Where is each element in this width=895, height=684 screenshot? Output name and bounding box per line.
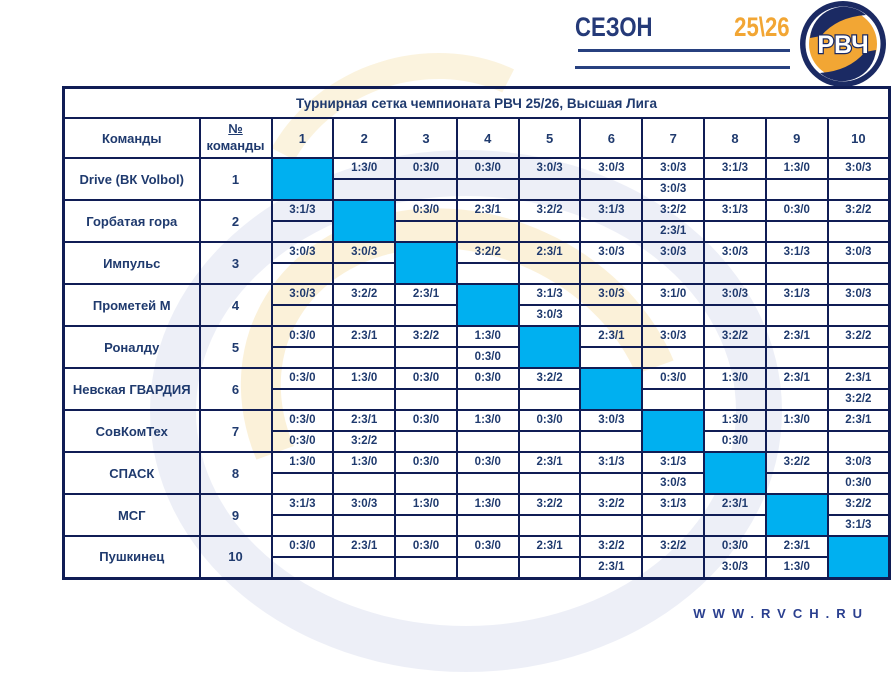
score-cell-top: 3:1/3 bbox=[272, 494, 334, 515]
score-cell-top: 2:3/1 bbox=[828, 368, 890, 389]
team-number-cell: 4 bbox=[200, 284, 272, 326]
score-cell-bottom bbox=[519, 179, 581, 200]
team-number-cell: 6 bbox=[200, 368, 272, 410]
score-cell-bottom bbox=[272, 557, 334, 578]
score-cell-top: 3:0/3 bbox=[519, 158, 581, 179]
score-cell-bottom bbox=[766, 431, 828, 452]
score-cell-top: 3:2/2 bbox=[457, 242, 519, 263]
score-cell-top: 3:0/3 bbox=[704, 284, 766, 305]
score-cell-top: 3:1/3 bbox=[766, 284, 828, 305]
title-row bbox=[64, 88, 890, 119]
team-number-cell: 8 bbox=[200, 452, 272, 494]
score-cell-top: 3:2/2 bbox=[642, 200, 704, 221]
score-cell-top: 3:0/3 bbox=[642, 242, 704, 263]
score-cell-top: 3:0/3 bbox=[704, 242, 766, 263]
score-cell-bottom bbox=[519, 263, 581, 284]
score-cell-top: 2:3/1 bbox=[333, 410, 395, 431]
score-cell-bottom bbox=[272, 389, 334, 410]
score-cell-top: 3:0/3 bbox=[642, 326, 704, 347]
score-cell-bottom bbox=[333, 515, 395, 536]
team-name-cell: СовКомТех bbox=[64, 410, 200, 452]
score-cell-top: 0:3/0 bbox=[642, 368, 704, 389]
score-cell-top: 0:3/0 bbox=[395, 452, 457, 473]
score-cell-bottom bbox=[333, 557, 395, 578]
score-cell-bottom bbox=[704, 305, 766, 326]
score-cell-bottom: 3:0/3 bbox=[642, 473, 704, 494]
score-cell-bottom bbox=[395, 179, 457, 200]
score-cell-top: 2:3/1 bbox=[519, 536, 581, 557]
score-cell-top: 2:3/1 bbox=[395, 284, 457, 305]
opponent-number-header: 8 bbox=[704, 118, 766, 158]
diagonal-cell bbox=[333, 200, 395, 242]
score-cell-bottom bbox=[395, 515, 457, 536]
score-cell-bottom bbox=[704, 515, 766, 536]
score-cell-bottom bbox=[272, 263, 334, 284]
score-cell-top: 0:3/0 bbox=[457, 536, 519, 557]
score-cell-top: 3:0/3 bbox=[580, 410, 642, 431]
score-cell-top: 3:0/3 bbox=[272, 242, 334, 263]
score-cell-top: 3:2/2 bbox=[828, 494, 890, 515]
score-cell-top: 2:3/1 bbox=[828, 410, 890, 431]
score-cell-bottom bbox=[766, 347, 828, 368]
score-cell-top: 1:3/0 bbox=[333, 158, 395, 179]
team-name-cell: МСГ bbox=[64, 494, 200, 536]
score-cell-bottom bbox=[766, 263, 828, 284]
team-name-cell: Роналду bbox=[64, 326, 200, 368]
score-cell-top: 3:0/3 bbox=[828, 284, 890, 305]
team-row-top bbox=[64, 452, 890, 473]
score-cell-bottom bbox=[766, 305, 828, 326]
score-cell-bottom: 0:3/0 bbox=[828, 473, 890, 494]
score-cell-top: 1:3/0 bbox=[704, 368, 766, 389]
score-cell-bottom bbox=[766, 473, 828, 494]
score-cell-bottom: 3:1/3 bbox=[828, 515, 890, 536]
number-column-header bbox=[200, 118, 272, 158]
score-cell-top: 2:3/1 bbox=[580, 326, 642, 347]
score-cell-top: 1:3/0 bbox=[766, 410, 828, 431]
score-cell-bottom bbox=[580, 431, 642, 452]
team-name-cell: Импульс bbox=[64, 242, 200, 284]
score-cell-bottom bbox=[272, 515, 334, 536]
score-cell-top: 3:1/3 bbox=[519, 284, 581, 305]
season-value: 25\26 bbox=[734, 12, 790, 42]
score-cell-bottom: 3:0/3 bbox=[642, 179, 704, 200]
score-cell-bottom bbox=[333, 473, 395, 494]
score-cell-bottom bbox=[395, 221, 457, 242]
score-cell-bottom bbox=[766, 179, 828, 200]
score-cell-bottom bbox=[395, 305, 457, 326]
score-cell-bottom bbox=[457, 557, 519, 578]
score-cell-top: 3:1/3 bbox=[642, 452, 704, 473]
score-cell-bottom bbox=[580, 221, 642, 242]
score-cell-top: 2:3/1 bbox=[766, 326, 828, 347]
team-name-cell: Пушкинец bbox=[64, 536, 200, 578]
score-cell-top: 2:3/1 bbox=[519, 452, 581, 473]
team-number-cell: 7 bbox=[200, 410, 272, 452]
score-cell-bottom bbox=[457, 389, 519, 410]
score-cell-top: 0:3/0 bbox=[272, 368, 334, 389]
score-cell-top: 3:1/0 bbox=[642, 284, 704, 305]
score-cell-bottom bbox=[828, 221, 890, 242]
score-cell-top: 3:2/2 bbox=[519, 200, 581, 221]
score-cell-top: 2:3/1 bbox=[457, 200, 519, 221]
score-cell-bottom: 2:3/1 bbox=[580, 557, 642, 578]
header-row bbox=[64, 118, 890, 158]
score-cell-bottom bbox=[519, 221, 581, 242]
diagonal-cell bbox=[457, 284, 519, 326]
diagonal-cell bbox=[580, 368, 642, 410]
score-cell-top: 3:0/3 bbox=[828, 242, 890, 263]
diagonal-cell bbox=[642, 410, 704, 452]
score-cell-top: 3:1/3 bbox=[704, 158, 766, 179]
score-cell-bottom bbox=[272, 473, 334, 494]
diagonal-cell bbox=[828, 536, 890, 578]
header-rule-top bbox=[578, 49, 790, 52]
score-cell-bottom bbox=[704, 263, 766, 284]
score-cell-top: 0:3/0 bbox=[457, 368, 519, 389]
score-cell-top: 3:2/2 bbox=[519, 494, 581, 515]
score-cell-bottom bbox=[642, 557, 704, 578]
score-cell-bottom bbox=[457, 179, 519, 200]
score-cell-bottom bbox=[828, 263, 890, 284]
score-cell-top: 2:3/1 bbox=[704, 494, 766, 515]
score-cell-bottom bbox=[580, 305, 642, 326]
score-cell-bottom: 3:2/2 bbox=[828, 389, 890, 410]
score-cell-top: 3:1/3 bbox=[704, 200, 766, 221]
season-label: СЕЗОН bbox=[575, 12, 653, 42]
score-cell-bottom bbox=[766, 221, 828, 242]
team-name-cell: Горбатая гора bbox=[64, 200, 200, 242]
score-cell-bottom: 0:3/0 bbox=[457, 347, 519, 368]
score-cell-top: 3:0/3 bbox=[333, 242, 395, 263]
team-number-cell: 1 bbox=[200, 158, 272, 200]
season-block bbox=[575, 12, 790, 43]
score-cell-bottom bbox=[519, 515, 581, 536]
score-cell-bottom bbox=[333, 263, 395, 284]
table-title: Турнирная сетка чемпионата РВЧ 25/26, Высшая Лига bbox=[64, 88, 890, 119]
score-cell-top: 0:3/0 bbox=[395, 200, 457, 221]
score-cell-top: 0:3/0 bbox=[704, 536, 766, 557]
score-cell-top: 3:0/3 bbox=[642, 158, 704, 179]
score-cell-top: 0:3/0 bbox=[457, 452, 519, 473]
score-cell-bottom bbox=[457, 431, 519, 452]
team-row-top bbox=[64, 284, 890, 305]
team-name-cell: Drive (ВК Volbol) bbox=[64, 158, 200, 200]
team-row-top bbox=[64, 158, 890, 179]
team-name-cell: СПАСК bbox=[64, 452, 200, 494]
score-cell-top: 3:2/2 bbox=[704, 326, 766, 347]
score-cell-top: 0:3/0 bbox=[395, 410, 457, 431]
score-cell-top: 3:2/2 bbox=[828, 200, 890, 221]
opponent-number-header: 5 bbox=[519, 118, 581, 158]
score-cell-top: 1:3/0 bbox=[704, 410, 766, 431]
score-cell-bottom bbox=[766, 389, 828, 410]
score-cell-bottom bbox=[580, 515, 642, 536]
score-cell-top: 2:3/1 bbox=[766, 368, 828, 389]
score-cell-bottom: 0:3/0 bbox=[704, 431, 766, 452]
score-cell-bottom bbox=[580, 179, 642, 200]
diagonal-cell bbox=[766, 494, 828, 536]
score-cell-top: 3:2/2 bbox=[395, 326, 457, 347]
score-cell-bottom bbox=[395, 431, 457, 452]
score-cell-bottom bbox=[642, 515, 704, 536]
score-cell-bottom bbox=[580, 263, 642, 284]
team-row-top bbox=[64, 242, 890, 263]
score-cell-top: 3:2/2 bbox=[642, 536, 704, 557]
score-cell-bottom bbox=[519, 389, 581, 410]
score-cell-top: 1:3/0 bbox=[766, 158, 828, 179]
score-cell-top: 3:1/3 bbox=[580, 200, 642, 221]
opponent-number-header: 6 bbox=[580, 118, 642, 158]
score-cell-top: 3:2/2 bbox=[519, 368, 581, 389]
score-cell-bottom bbox=[457, 221, 519, 242]
score-cell-top: 3:0/3 bbox=[580, 158, 642, 179]
score-cell-bottom bbox=[333, 179, 395, 200]
score-cell-top: 0:3/0 bbox=[766, 200, 828, 221]
team-number-cell: 5 bbox=[200, 326, 272, 368]
score-cell-bottom: 1:3/0 bbox=[766, 557, 828, 578]
score-cell-top: 3:2/2 bbox=[333, 284, 395, 305]
score-cell-top: 3:0/3 bbox=[828, 158, 890, 179]
opponent-number-header: 4 bbox=[457, 118, 519, 158]
score-cell-bottom: 2:3/1 bbox=[642, 221, 704, 242]
score-cell-bottom bbox=[272, 221, 334, 242]
opponent-number-header: 7 bbox=[642, 118, 704, 158]
score-cell-top: 2:3/1 bbox=[333, 536, 395, 557]
score-cell-bottom: 0:3/0 bbox=[272, 431, 334, 452]
score-cell-top: 3:0/3 bbox=[580, 284, 642, 305]
score-cell-bottom bbox=[333, 347, 395, 368]
team-row-top bbox=[64, 326, 890, 347]
score-cell-bottom bbox=[333, 305, 395, 326]
score-cell-bottom bbox=[642, 347, 704, 368]
score-cell-top: 3:1/3 bbox=[766, 242, 828, 263]
team-number-cell: 2 bbox=[200, 200, 272, 242]
score-cell-bottom bbox=[828, 431, 890, 452]
score-cell-top: 2:3/1 bbox=[766, 536, 828, 557]
team-name-cell: Прометей М bbox=[64, 284, 200, 326]
score-cell-bottom bbox=[457, 515, 519, 536]
score-cell-bottom bbox=[704, 389, 766, 410]
website-url: WWW.RVCH.RU bbox=[693, 606, 869, 621]
score-cell-top: 3:0/3 bbox=[272, 284, 334, 305]
score-cell-bottom: 3:0/3 bbox=[704, 557, 766, 578]
diagonal-cell bbox=[272, 158, 334, 200]
score-cell-bottom bbox=[333, 389, 395, 410]
score-cell-top: 0:3/0 bbox=[457, 158, 519, 179]
score-cell-top: 3:2/2 bbox=[828, 326, 890, 347]
team-row-top bbox=[64, 536, 890, 557]
number-header-word: команды bbox=[206, 138, 265, 153]
team-row-top bbox=[64, 494, 890, 515]
score-cell-bottom bbox=[395, 347, 457, 368]
score-cell-top: 0:3/0 bbox=[272, 326, 334, 347]
score-cell-top: 0:3/0 bbox=[272, 536, 334, 557]
score-cell-bottom bbox=[457, 473, 519, 494]
score-cell-bottom bbox=[519, 473, 581, 494]
number-header-symbol: № bbox=[228, 121, 243, 137]
score-cell-bottom bbox=[580, 473, 642, 494]
score-cell-top: 1:3/0 bbox=[272, 452, 334, 473]
score-cell-top: 3:2/2 bbox=[580, 536, 642, 557]
score-cell-bottom bbox=[395, 557, 457, 578]
score-cell-bottom bbox=[642, 305, 704, 326]
tournament-table bbox=[62, 86, 891, 580]
score-cell-bottom bbox=[519, 557, 581, 578]
score-cell-top: 3:1/3 bbox=[272, 200, 334, 221]
opponent-number-header: 10 bbox=[828, 118, 890, 158]
score-cell-bottom bbox=[457, 263, 519, 284]
header-rule-bottom bbox=[575, 66, 790, 69]
logo-text: РВЧ bbox=[817, 31, 869, 59]
team-row-top bbox=[64, 410, 890, 431]
score-cell-top: 3:1/3 bbox=[580, 452, 642, 473]
opponent-number-header: 3 bbox=[395, 118, 457, 158]
score-cell-bottom bbox=[828, 179, 890, 200]
score-cell-bottom bbox=[704, 179, 766, 200]
score-cell-top: 1:3/0 bbox=[333, 368, 395, 389]
score-cell-top: 1:3/0 bbox=[457, 410, 519, 431]
score-cell-bottom bbox=[828, 305, 890, 326]
team-row-top bbox=[64, 200, 890, 221]
team-number-cell: 10 bbox=[200, 536, 272, 578]
score-cell-top: 3:0/3 bbox=[333, 494, 395, 515]
score-cell-bottom bbox=[272, 347, 334, 368]
score-cell-top: 3:0/3 bbox=[580, 242, 642, 263]
teams-column-header: Команды bbox=[64, 118, 200, 158]
score-cell-top: 0:3/0 bbox=[395, 368, 457, 389]
score-cell-top: 1:3/0 bbox=[333, 452, 395, 473]
score-cell-bottom bbox=[395, 473, 457, 494]
score-cell-top: 1:3/0 bbox=[457, 326, 519, 347]
team-number-cell: 9 bbox=[200, 494, 272, 536]
score-cell-top: 2:3/1 bbox=[519, 242, 581, 263]
score-cell-top: 2:3/1 bbox=[333, 326, 395, 347]
score-cell-bottom: 3:0/3 bbox=[519, 305, 581, 326]
team-number-cell: 3 bbox=[200, 242, 272, 284]
team-row-top bbox=[64, 368, 890, 389]
score-cell-top: 3:2/2 bbox=[580, 494, 642, 515]
score-cell-top: 0:3/0 bbox=[395, 158, 457, 179]
grid-body bbox=[64, 88, 890, 579]
opponent-number-header: 1 bbox=[272, 118, 334, 158]
score-cell-top: 3:2/2 bbox=[766, 452, 828, 473]
score-cell-bottom bbox=[395, 389, 457, 410]
score-cell-top: 3:0/3 bbox=[828, 452, 890, 473]
diagonal-cell bbox=[395, 242, 457, 284]
diagonal-cell bbox=[519, 326, 581, 368]
score-cell-top: 1:3/0 bbox=[457, 494, 519, 515]
team-name-cell: Невская ГВАРДИЯ bbox=[64, 368, 200, 410]
score-cell-top: 0:3/0 bbox=[272, 410, 334, 431]
score-cell-bottom bbox=[704, 221, 766, 242]
score-cell-bottom bbox=[580, 347, 642, 368]
score-cell-bottom bbox=[272, 305, 334, 326]
opponent-number-header: 2 bbox=[333, 118, 395, 158]
score-cell-bottom bbox=[519, 431, 581, 452]
score-cell-top: 1:3/0 bbox=[395, 494, 457, 515]
score-cell-bottom: 3:2/2 bbox=[333, 431, 395, 452]
score-cell-bottom bbox=[828, 347, 890, 368]
score-cell-bottom bbox=[704, 347, 766, 368]
score-cell-top: 0:3/0 bbox=[395, 536, 457, 557]
diagonal-cell bbox=[704, 452, 766, 494]
score-cell-bottom bbox=[642, 263, 704, 284]
score-cell-top: 3:1/3 bbox=[642, 494, 704, 515]
rvch-logo-icon bbox=[799, 0, 887, 88]
score-cell-bottom bbox=[642, 389, 704, 410]
opponent-number-header: 9 bbox=[766, 118, 828, 158]
score-cell-top: 0:3/0 bbox=[519, 410, 581, 431]
